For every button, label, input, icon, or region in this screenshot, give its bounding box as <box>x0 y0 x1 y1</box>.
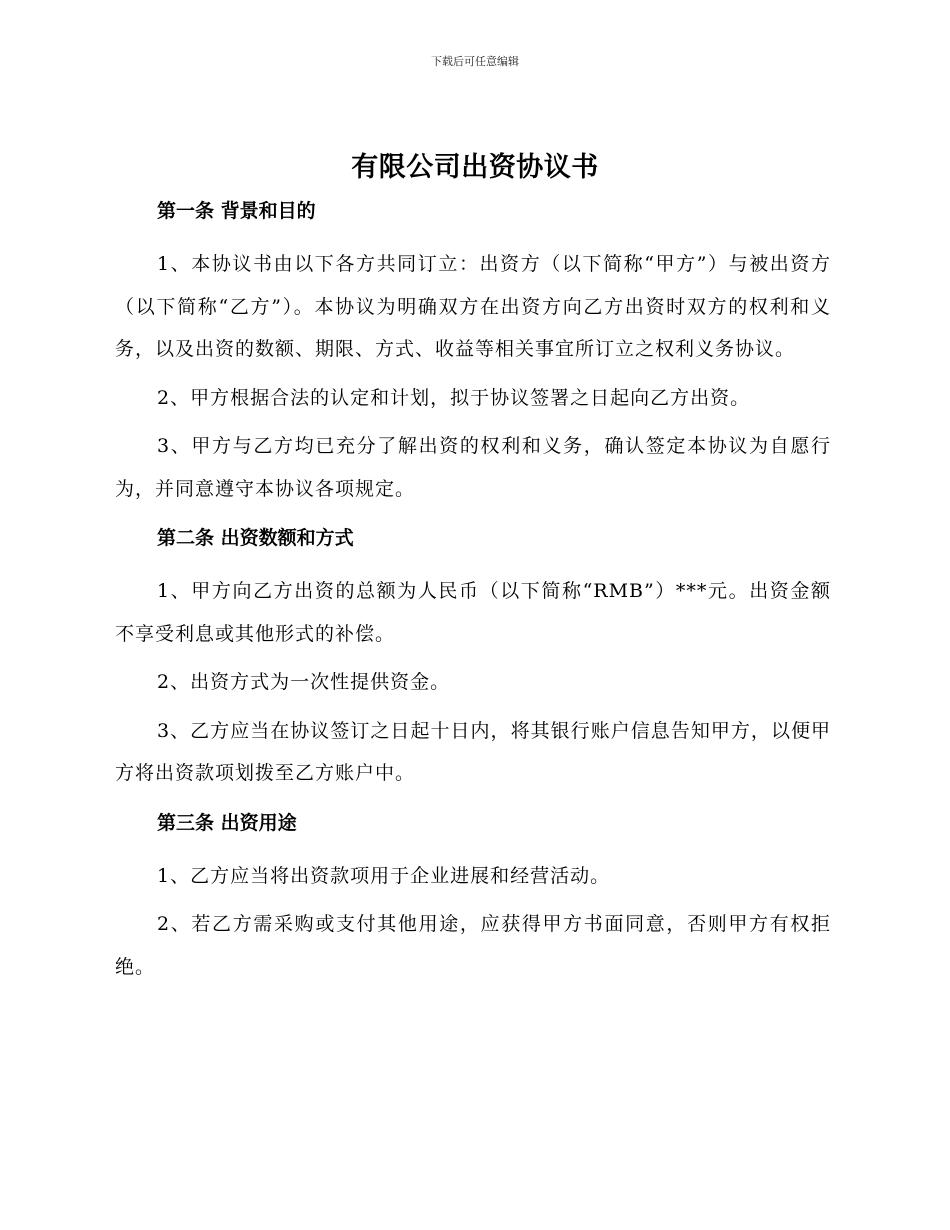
section-1 <box>115 193 831 510</box>
document-title: 有限公司出资协议书 <box>351 152 599 183</box>
section-2 <box>115 520 831 795</box>
paragraph: 1、本协议书由以下各方共同订立：出资方（以下简称“甲方”）与被出资方（以下简称“乙方”）。本协议为明确双方在出资方向乙方出资时双方的权利和义务，以及出资的数额、期限、方式、收益等相关事宜所订立之权利义务协议。 <box>115 253 831 360</box>
header-note: 下载后可任意编辑 <box>431 55 519 68</box>
section-heading: 第一条 背景和目的 <box>157 200 316 222</box>
section-heading: 第三条 出资用途 <box>157 811 297 834</box>
paragraph: 3、甲方与乙方均已充分了解出资的权利和义务，确认签定本协议为自愿行为，并同意遵守本协议各项规定。 <box>115 435 831 500</box>
paragraph: 2、甲方根据合法的认定和计划，拟于协议签署之日起向乙方出资。 <box>157 386 751 409</box>
section-heading: 第二条 出资数额和方式 <box>157 527 354 549</box>
paragraph: 3、乙方应当在协议签订之日起十日内，将其银行账户信息告知甲方，以便甲方将出资款项划拨至乙方账户中。 <box>115 719 831 784</box>
section-3 <box>115 805 831 989</box>
paragraph: 2、若乙方需采购或支付其他用途，应获得甲方书面同意，否则甲方有权拒绝。 <box>115 913 831 978</box>
paragraph: 1、乙方应当将出资款项用于企业进展和经营活动。 <box>157 864 611 887</box>
document-body <box>115 193 831 988</box>
paragraph: 1、甲方向乙方出资的总额为人民币（以下简称“RMB”）***元。出资金额不享受利息或其他形式的补偿。 <box>115 580 831 645</box>
paragraph: 2、出资方式为一次性提供资金。 <box>157 671 451 693</box>
